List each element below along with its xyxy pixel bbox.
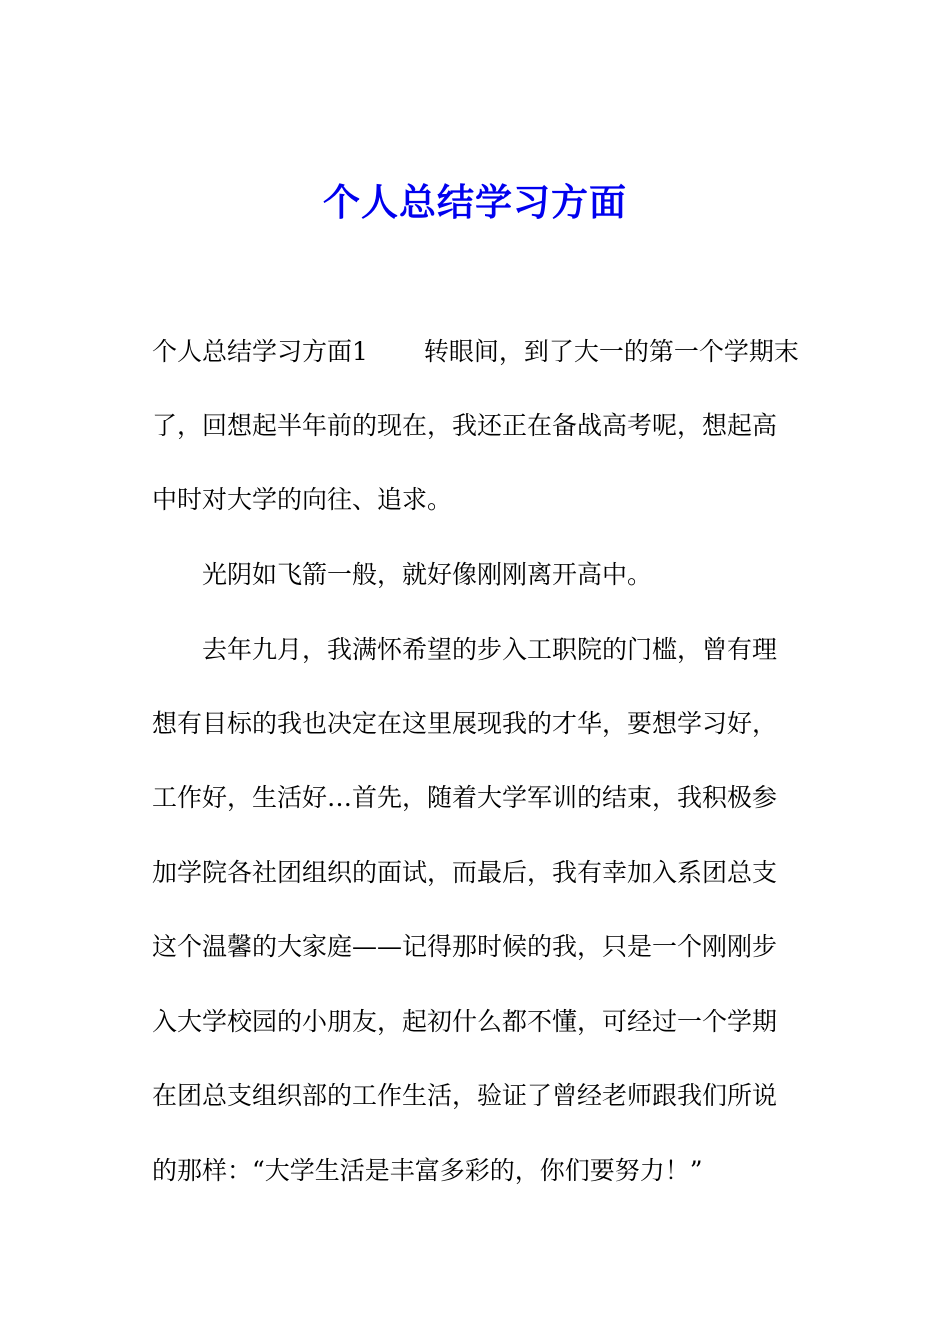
paragraph-3-line-3: 工作好，生活好…首先，随着大学军训的结束，我积极参	[152, 783, 778, 812]
paragraph-1-heading: 个人总结学习方面1	[152, 337, 368, 366]
document-title: 个人总结学习方面	[323, 180, 627, 224]
paragraph-1-line-3: 中时对大学的向往、追求。	[152, 485, 453, 514]
paragraph-3-line-4: 加学院各社团组织的面试，而最后，我有幸加入系团总支	[152, 858, 778, 887]
paragraph-3-line-5: 这个温馨的大家庭——记得那时候的我，只是一个刚刚步	[152, 932, 778, 961]
paragraph-3-line-6: 入大学校园的小朋友，起初什么都不懂，可经过一个学期	[152, 1007, 778, 1036]
paragraph-3-line-7: 在团总支组织部的工作生活，验证了曾经老师跟我们所说	[152, 1081, 778, 1110]
paragraph-1-line-2: 了，回想起半年前的现在，我还正在备战高考呢，想起高	[152, 411, 778, 440]
paragraph-3-line-2: 想有目标的我也决定在这里展现我的才华，要想学习好，	[152, 709, 778, 738]
paragraph-1-line-1-text: 转眼间，到了大一的第一个学期末	[423, 337, 799, 366]
paragraph-2-line-1: 光阴如飞箭一般，就好像刚刚离开高中。	[202, 560, 653, 589]
paragraph-1-line-1	[152, 335, 799, 369]
paragraph-3-line-8: 的那样：“大学生活是丰富多彩的，你们要努力！”	[152, 1156, 703, 1185]
paragraph-3-line-1: 去年九月，我满怀希望的步入工职院的门槛，曾有理	[202, 635, 778, 664]
